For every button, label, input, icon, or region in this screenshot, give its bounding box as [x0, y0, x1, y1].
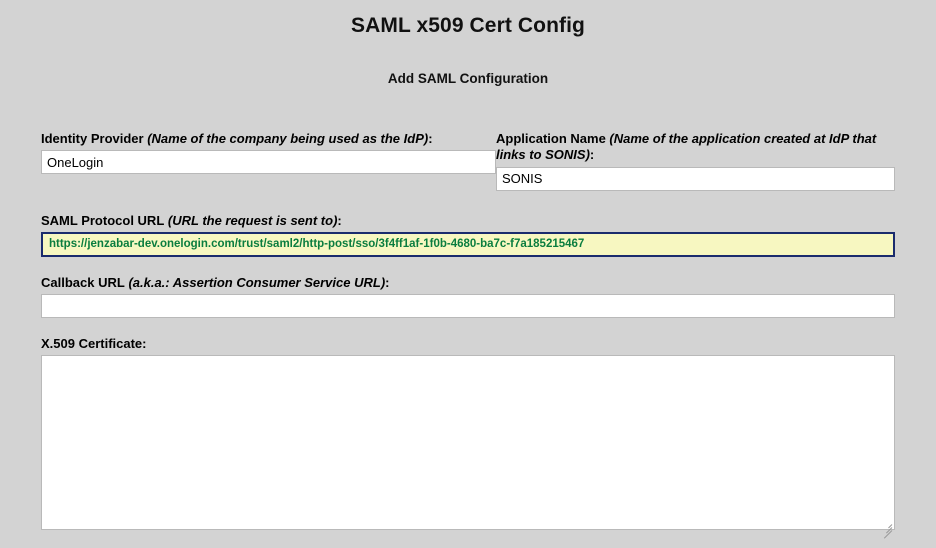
- saml-protocol-url-input[interactable]: [41, 232, 895, 257]
- identity-provider-input[interactable]: [41, 150, 496, 174]
- x509-certificate-textarea-wrap: [41, 355, 895, 535]
- x509-certificate-label: [41, 336, 895, 352]
- saml-protocol-url-label-note: (URL the request is sent to): [167, 212, 338, 228]
- saml-protocol-url-input-wrap: [41, 232, 895, 257]
- application-name-label-note: (Name of the application created at IdP that links to SONIS): [496, 131, 877, 163]
- row-identity-application: [41, 131, 895, 191]
- spacer-2: [41, 257, 895, 275]
- application-name-input[interactable]: [496, 167, 895, 191]
- callback-url-label: [41, 275, 895, 291]
- saml-protocol-url-label-colon: :: [337, 212, 342, 228]
- callback-url-label-note: (a.k.a.: Assertion Consumer Service URL): [128, 274, 386, 290]
- x509-certificate-textarea[interactable]: [41, 355, 895, 530]
- field-x509-certificate: [41, 336, 895, 535]
- x509-certificate-label-colon: :: [142, 336, 147, 351]
- field-callback-url: [41, 275, 895, 318]
- callback-url-input[interactable]: [41, 294, 895, 318]
- identity-provider-label-note: (Name of the company being used as the IdP): [147, 131, 429, 146]
- saml-config-form: [0, 131, 936, 535]
- callback-url-label-colon: :: [385, 274, 390, 290]
- spacer-3: [41, 318, 895, 336]
- saml-protocol-url-label-strong: SAML Protocol URL: [41, 212, 165, 228]
- field-application-name: [496, 131, 895, 191]
- page-title: SAML x509 Cert Config: [351, 14, 585, 37]
- application-name-label: [496, 131, 895, 164]
- spacer-1: [41, 191, 895, 213]
- field-identity-provider: [41, 131, 496, 191]
- callback-url-label-strong: Callback URL: [41, 274, 125, 290]
- identity-provider-label-strong: Identity Provider: [41, 131, 144, 146]
- field-saml-protocol-url: [41, 213, 895, 257]
- saml-protocol-url-label: [41, 213, 895, 229]
- x509-certificate-label-strong: X.509 Certificate: [41, 336, 143, 351]
- application-name-label-colon: :: [589, 147, 595, 163]
- identity-provider-label: [41, 131, 496, 147]
- page-subtitle: Add SAML Configuration: [387, 71, 549, 86]
- application-name-label-strong: Application Name: [496, 131, 606, 146]
- identity-provider-label-colon: :: [428, 131, 433, 146]
